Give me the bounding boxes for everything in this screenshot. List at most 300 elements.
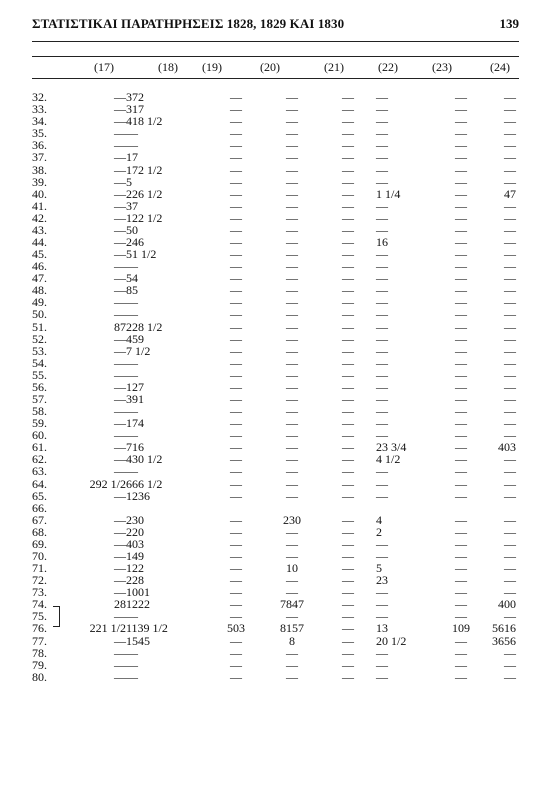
table-cell: — — [455, 561, 467, 576]
table-cell: — — [342, 621, 354, 636]
table-cell: 403 — [126, 536, 144, 551]
table-cell: — — [286, 126, 298, 141]
table-cell: — — [114, 343, 126, 358]
table-cell: — — [455, 549, 467, 563]
table-cell: — — [286, 428, 298, 443]
table-cell: — — [504, 512, 516, 527]
table-cell: 13 — [376, 621, 388, 636]
table-cell: — — [230, 162, 242, 177]
table-cell: — — [286, 404, 298, 419]
table-cell: 666 1/2 — [126, 476, 163, 491]
table-cell: — — [504, 90, 516, 105]
table-cell: — — [376, 162, 388, 177]
table-cell: 292 1/2 — [89, 476, 126, 491]
row-number: 80. — [32, 669, 47, 684]
table-cell: — — [286, 102, 298, 117]
table-cell: 430 1/2 — [126, 452, 163, 467]
table-cell: — — [455, 440, 467, 455]
table-cell: — — [342, 295, 354, 310]
table-cell: — — [342, 114, 354, 129]
table-cell: — — [376, 222, 388, 237]
table-cell: — — [342, 234, 354, 249]
table-cell: — — [114, 609, 126, 624]
table-cell: — — [286, 247, 298, 262]
table-cell: — — [114, 404, 126, 419]
table-cell — [66, 502, 126, 514]
table-cell: — — [342, 367, 354, 382]
table-cell: — — [455, 476, 467, 491]
table-cell: — — [455, 222, 467, 237]
table-cell: — — [455, 198, 467, 213]
table-cell: — — [342, 126, 354, 141]
table-row — [32, 139, 516, 151]
table-cell: — — [126, 657, 138, 672]
table-cell: — — [504, 416, 516, 431]
table-cell: — — [114, 210, 126, 225]
table-cell: — — [504, 355, 516, 370]
table-cell: — — [455, 210, 467, 225]
table-cell: 372 — [126, 90, 144, 105]
table-cell: — — [342, 440, 354, 455]
row-number: 76. — [32, 621, 47, 636]
table-row — [32, 405, 516, 417]
table-row — [32, 659, 516, 671]
table-cell: — — [230, 210, 242, 225]
table-cell: 317 — [126, 102, 144, 117]
table-cell: — — [230, 391, 242, 406]
table-cell: — — [230, 114, 242, 129]
table-row — [32, 441, 516, 453]
table-cell: — — [455, 536, 467, 551]
table-cell: — — [504, 428, 516, 443]
table-cell: — — [286, 391, 298, 406]
table-cell: 1 1/4 — [376, 186, 401, 201]
table-cell: — — [455, 524, 467, 539]
table-cell: — — [455, 295, 467, 310]
table-cell: — — [455, 669, 467, 684]
table-cell: — — [286, 138, 298, 153]
table-cell: — — [342, 488, 354, 503]
table-cell: — — [114, 633, 126, 648]
table-row — [32, 284, 516, 296]
table-cell: — — [455, 633, 467, 648]
table-cell: — — [286, 186, 298, 201]
table-cell: — — [504, 488, 516, 503]
table-cell: 28 — [114, 597, 126, 612]
table-cell: — — [342, 174, 354, 189]
row-number: 61. — [32, 440, 47, 455]
table-cell: — — [286, 549, 298, 563]
row-number: 54. — [32, 355, 47, 370]
table-cell: — — [376, 657, 388, 672]
table-cell: — — [504, 222, 516, 237]
table-cell: — — [342, 573, 354, 588]
table-cell: — — [504, 524, 516, 539]
header-rule — [32, 41, 519, 42]
table-cell: — — [114, 488, 126, 503]
table-cell: — — [342, 198, 354, 213]
table-cell: — — [504, 367, 516, 382]
table-cell: — — [114, 114, 126, 129]
row-65-66-bracket — [53, 606, 60, 627]
table-cell: — — [504, 283, 516, 298]
table-row — [32, 490, 516, 502]
table-cell: — — [376, 90, 388, 105]
table-cell: — — [342, 597, 354, 612]
table-cell: — — [230, 476, 242, 491]
column-header-23: (23) — [432, 60, 452, 74]
row-number: 40. — [32, 186, 47, 201]
table-cell: — — [114, 307, 126, 322]
table-cell: — — [114, 138, 126, 153]
table-cell: 400 — [498, 597, 516, 612]
table-cell: — — [230, 102, 242, 117]
table-cell: — — [504, 331, 516, 346]
table-cell: — — [376, 464, 388, 479]
row-number: 74. — [32, 597, 47, 612]
column-header-17: (17) — [94, 60, 114, 74]
table-cell: — — [126, 259, 138, 274]
table-cell: — — [286, 222, 298, 237]
table-row — [32, 538, 516, 550]
table-cell: — — [286, 283, 298, 298]
table-cell: — — [114, 512, 126, 527]
table-cell: — — [504, 645, 516, 660]
table-cell: — — [504, 126, 516, 141]
table-cell: — — [504, 271, 516, 286]
table-cell: — — [342, 536, 354, 551]
table-cell: — — [114, 150, 126, 165]
table-cell: — — [230, 452, 242, 467]
table-cell: — — [455, 609, 467, 624]
table-cell: — — [504, 150, 516, 165]
row-number: 39. — [32, 174, 47, 189]
table-cell: — — [455, 174, 467, 189]
table-cell: 230 — [126, 512, 144, 527]
table-cell: — — [230, 524, 242, 539]
table-cell: — — [376, 355, 388, 370]
table-cell: 1545 — [126, 633, 150, 648]
row-number: 34. — [32, 114, 47, 129]
table-cell: — — [230, 90, 242, 105]
table-row — [32, 248, 516, 260]
table-row — [32, 550, 516, 562]
table-cell: — — [230, 259, 242, 274]
table-cell: — — [230, 355, 242, 370]
table-cell: — — [114, 126, 126, 141]
table-cell: — — [286, 355, 298, 370]
table-cell: — — [504, 234, 516, 249]
table-cell: 85 — [126, 283, 138, 298]
table-cell: — — [230, 488, 242, 503]
table-cell: — — [376, 247, 388, 262]
table-cell: — — [455, 259, 467, 274]
table-cell: — — [342, 355, 354, 370]
table-cell: 127 — [126, 379, 144, 394]
table-cell: — — [342, 669, 354, 684]
table-cell: 10 — [286, 561, 298, 576]
table-cell: 122 — [126, 561, 144, 576]
table-cell: 87 — [114, 319, 126, 334]
table-cell: — — [376, 198, 388, 213]
table-cell: 17 — [126, 150, 138, 165]
table-cell: — — [342, 404, 354, 419]
statistics-table — [32, 91, 516, 683]
table-cell: 8157 — [280, 621, 304, 636]
row-number: 45. — [32, 247, 47, 262]
table-row — [32, 224, 516, 236]
table-row — [32, 236, 516, 248]
table-cell: — — [504, 210, 516, 225]
table-row — [32, 574, 516, 586]
table-row — [32, 296, 516, 308]
table-cell: — — [342, 416, 354, 431]
table-cell: — — [455, 138, 467, 153]
table-cell: — — [455, 657, 467, 672]
table-cell: 23 3/4 — [376, 440, 407, 455]
table-cell: — — [342, 186, 354, 201]
table-cell: — — [504, 379, 516, 394]
table-cell: — — [342, 162, 354, 177]
table-cell: — — [455, 355, 467, 370]
table-cell: — — [126, 367, 138, 382]
row-number: 52. — [32, 331, 47, 346]
table-row — [32, 163, 516, 175]
table-cell: — — [376, 138, 388, 153]
table-cell: — — [114, 524, 126, 539]
table-cell: — — [342, 585, 354, 600]
table-cell: 221 1/2 — [89, 621, 126, 636]
table-cell: — — [455, 102, 467, 117]
table-cell: — — [376, 126, 388, 141]
table-row — [32, 272, 516, 284]
table-cell: — — [504, 259, 516, 274]
table-cell: — — [504, 657, 516, 672]
table-row — [32, 647, 516, 659]
table-cell — [126, 502, 208, 514]
table-cell: — — [230, 186, 242, 201]
table-cell — [320, 502, 376, 514]
table-cell: — — [376, 536, 388, 551]
table-cell: — — [114, 271, 126, 286]
table-cell: — — [342, 464, 354, 479]
table-cell: — — [114, 162, 126, 177]
table-cell: — — [230, 367, 242, 382]
table-cell: — — [230, 561, 242, 576]
table-cell: 226 1/2 — [126, 186, 163, 201]
table-cell: — — [114, 379, 126, 394]
table-cell: 1236 — [126, 488, 150, 503]
table-cell: 2 — [376, 524, 382, 539]
table-cell: 149 — [126, 549, 144, 563]
table-cell: — — [230, 379, 242, 394]
row-number: 53. — [32, 343, 47, 358]
table-cell: 3656 — [492, 633, 516, 648]
table-cell: — — [114, 222, 126, 237]
table-cell: — — [342, 150, 354, 165]
table-row — [32, 333, 516, 345]
table-cell: — — [286, 210, 298, 225]
row-number: 42. — [32, 210, 47, 225]
table-cell: — — [455, 186, 467, 201]
table-cell: — — [286, 271, 298, 286]
table-cell: — — [342, 561, 354, 576]
table-cell: 23 — [376, 573, 388, 588]
table-cell: — — [114, 102, 126, 117]
table-cell: — — [342, 512, 354, 527]
table-cell: — — [114, 669, 126, 684]
table-cell: 5616 — [492, 621, 516, 636]
table-cell: — — [286, 367, 298, 382]
table-cell: — — [376, 331, 388, 346]
row-number: 60. — [32, 428, 47, 443]
table-cell: — — [376, 645, 388, 660]
table-cell: — — [342, 283, 354, 298]
table-cell: — — [230, 319, 242, 334]
table-cell: — — [230, 464, 242, 479]
table-row — [32, 514, 516, 526]
table-cell: — — [286, 524, 298, 539]
table-cell: — — [230, 307, 242, 322]
row-number: 46. — [32, 259, 47, 274]
table-cell: — — [230, 331, 242, 346]
column-header-20: (20) — [260, 60, 280, 74]
table-cell: — — [376, 307, 388, 322]
table-row — [32, 586, 516, 598]
table-cell: — — [455, 126, 467, 141]
table-cell: — — [455, 379, 467, 394]
table-cell: — — [376, 428, 388, 443]
table-cell: 418 1/2 — [126, 114, 163, 129]
table-cell: — — [504, 561, 516, 576]
table-row — [32, 417, 516, 429]
row-number: 35. — [32, 126, 47, 141]
table-cell: 1001 — [126, 585, 150, 600]
table-cell: — — [286, 319, 298, 334]
table-cell: — — [230, 669, 242, 684]
table-cell: — — [455, 512, 467, 527]
table-cell: — — [504, 162, 516, 177]
table-cell: — — [455, 452, 467, 467]
table-cell — [208, 502, 264, 514]
table-cell: — — [376, 210, 388, 225]
table-cell: — — [286, 259, 298, 274]
table-cell: 8 — [289, 633, 295, 648]
table-cell — [264, 502, 320, 514]
table-cell: 7847 — [280, 597, 304, 612]
table-cell: 246 — [126, 234, 144, 249]
table-cell: — — [286, 379, 298, 394]
row-number: 64. — [32, 476, 47, 491]
table-cell — [376, 502, 436, 514]
table-cell: — — [455, 283, 467, 298]
table-cell: — — [114, 585, 126, 600]
row-number: 66. — [32, 500, 47, 515]
table-row — [32, 478, 516, 490]
table-cell: — — [230, 343, 242, 358]
row-number: 38. — [32, 162, 47, 177]
table-cell: — — [114, 645, 126, 660]
table-cell: — — [114, 355, 126, 370]
table-cell: — — [230, 126, 242, 141]
table-cell: — — [230, 573, 242, 588]
table-cell: 50 — [126, 222, 138, 237]
table-cell: 228 — [126, 573, 144, 588]
table-row — [32, 345, 516, 357]
table-cell: — — [455, 597, 467, 612]
table-cell: — — [455, 404, 467, 419]
table-row — [32, 562, 516, 574]
table-row — [32, 429, 516, 441]
table-body — [32, 91, 516, 683]
table-cell: — — [376, 379, 388, 394]
table-cell: — — [230, 428, 242, 443]
table-cell: — — [230, 609, 242, 624]
table-row — [32, 671, 516, 683]
table-cell: — — [376, 283, 388, 298]
table-cell: — — [114, 464, 126, 479]
row-number: 70. — [32, 549, 47, 563]
table-cell: — — [455, 464, 467, 479]
table-cell: — — [286, 464, 298, 479]
table-cell — [486, 502, 516, 514]
table-cell: — — [455, 90, 467, 105]
table-cell: 54 — [126, 271, 138, 286]
table-row — [32, 622, 516, 634]
table-cell: — — [504, 319, 516, 334]
table-cell: — — [114, 234, 126, 249]
table-cell: — — [504, 198, 516, 213]
table-cell: — — [342, 331, 354, 346]
table-row — [32, 188, 516, 200]
table-cell: — — [230, 633, 242, 648]
table-cell: — — [504, 102, 516, 117]
table-row — [32, 465, 516, 477]
table-cell: — — [455, 234, 467, 249]
table-row — [32, 598, 516, 610]
table-row — [32, 369, 516, 381]
table-cell: — — [286, 162, 298, 177]
row-number: 47. — [32, 271, 47, 286]
table-cell: — — [342, 210, 354, 225]
page-title: ΣΤΑΤΙΣΤΙΚΑΙ ΠΑΡΑΤΗΡΗΣΕΙΣ 1828, 1829 ΚΑΙ 1830 — [32, 16, 345, 31]
table-cell: — — [114, 536, 126, 551]
column-header-21: (21) — [324, 60, 344, 74]
table-cell: 1139 1/2 — [126, 621, 168, 636]
table-cell: — — [455, 162, 467, 177]
table-cell: — — [504, 452, 516, 467]
row-number: 51. — [32, 319, 47, 334]
table-cell: 109 — [452, 621, 470, 636]
table-cell: — — [286, 150, 298, 165]
table-cell: — — [342, 343, 354, 358]
table-cell: 716 — [126, 440, 144, 455]
table-cell: — — [504, 138, 516, 153]
row-number: 59. — [32, 416, 47, 431]
table-cell: — — [114, 174, 126, 189]
table-cell: — — [342, 452, 354, 467]
table-cell: — — [504, 391, 516, 406]
table-cell: 47 — [504, 186, 516, 201]
table-cell — [436, 502, 486, 514]
table-cell: 5 — [376, 561, 382, 576]
table-cell: — — [504, 585, 516, 600]
table-cell: — — [342, 645, 354, 660]
row-number: 77. — [32, 633, 47, 648]
table-cell: — — [342, 549, 354, 563]
table-cell: — — [230, 198, 242, 213]
row-number: 75. — [32, 609, 47, 624]
